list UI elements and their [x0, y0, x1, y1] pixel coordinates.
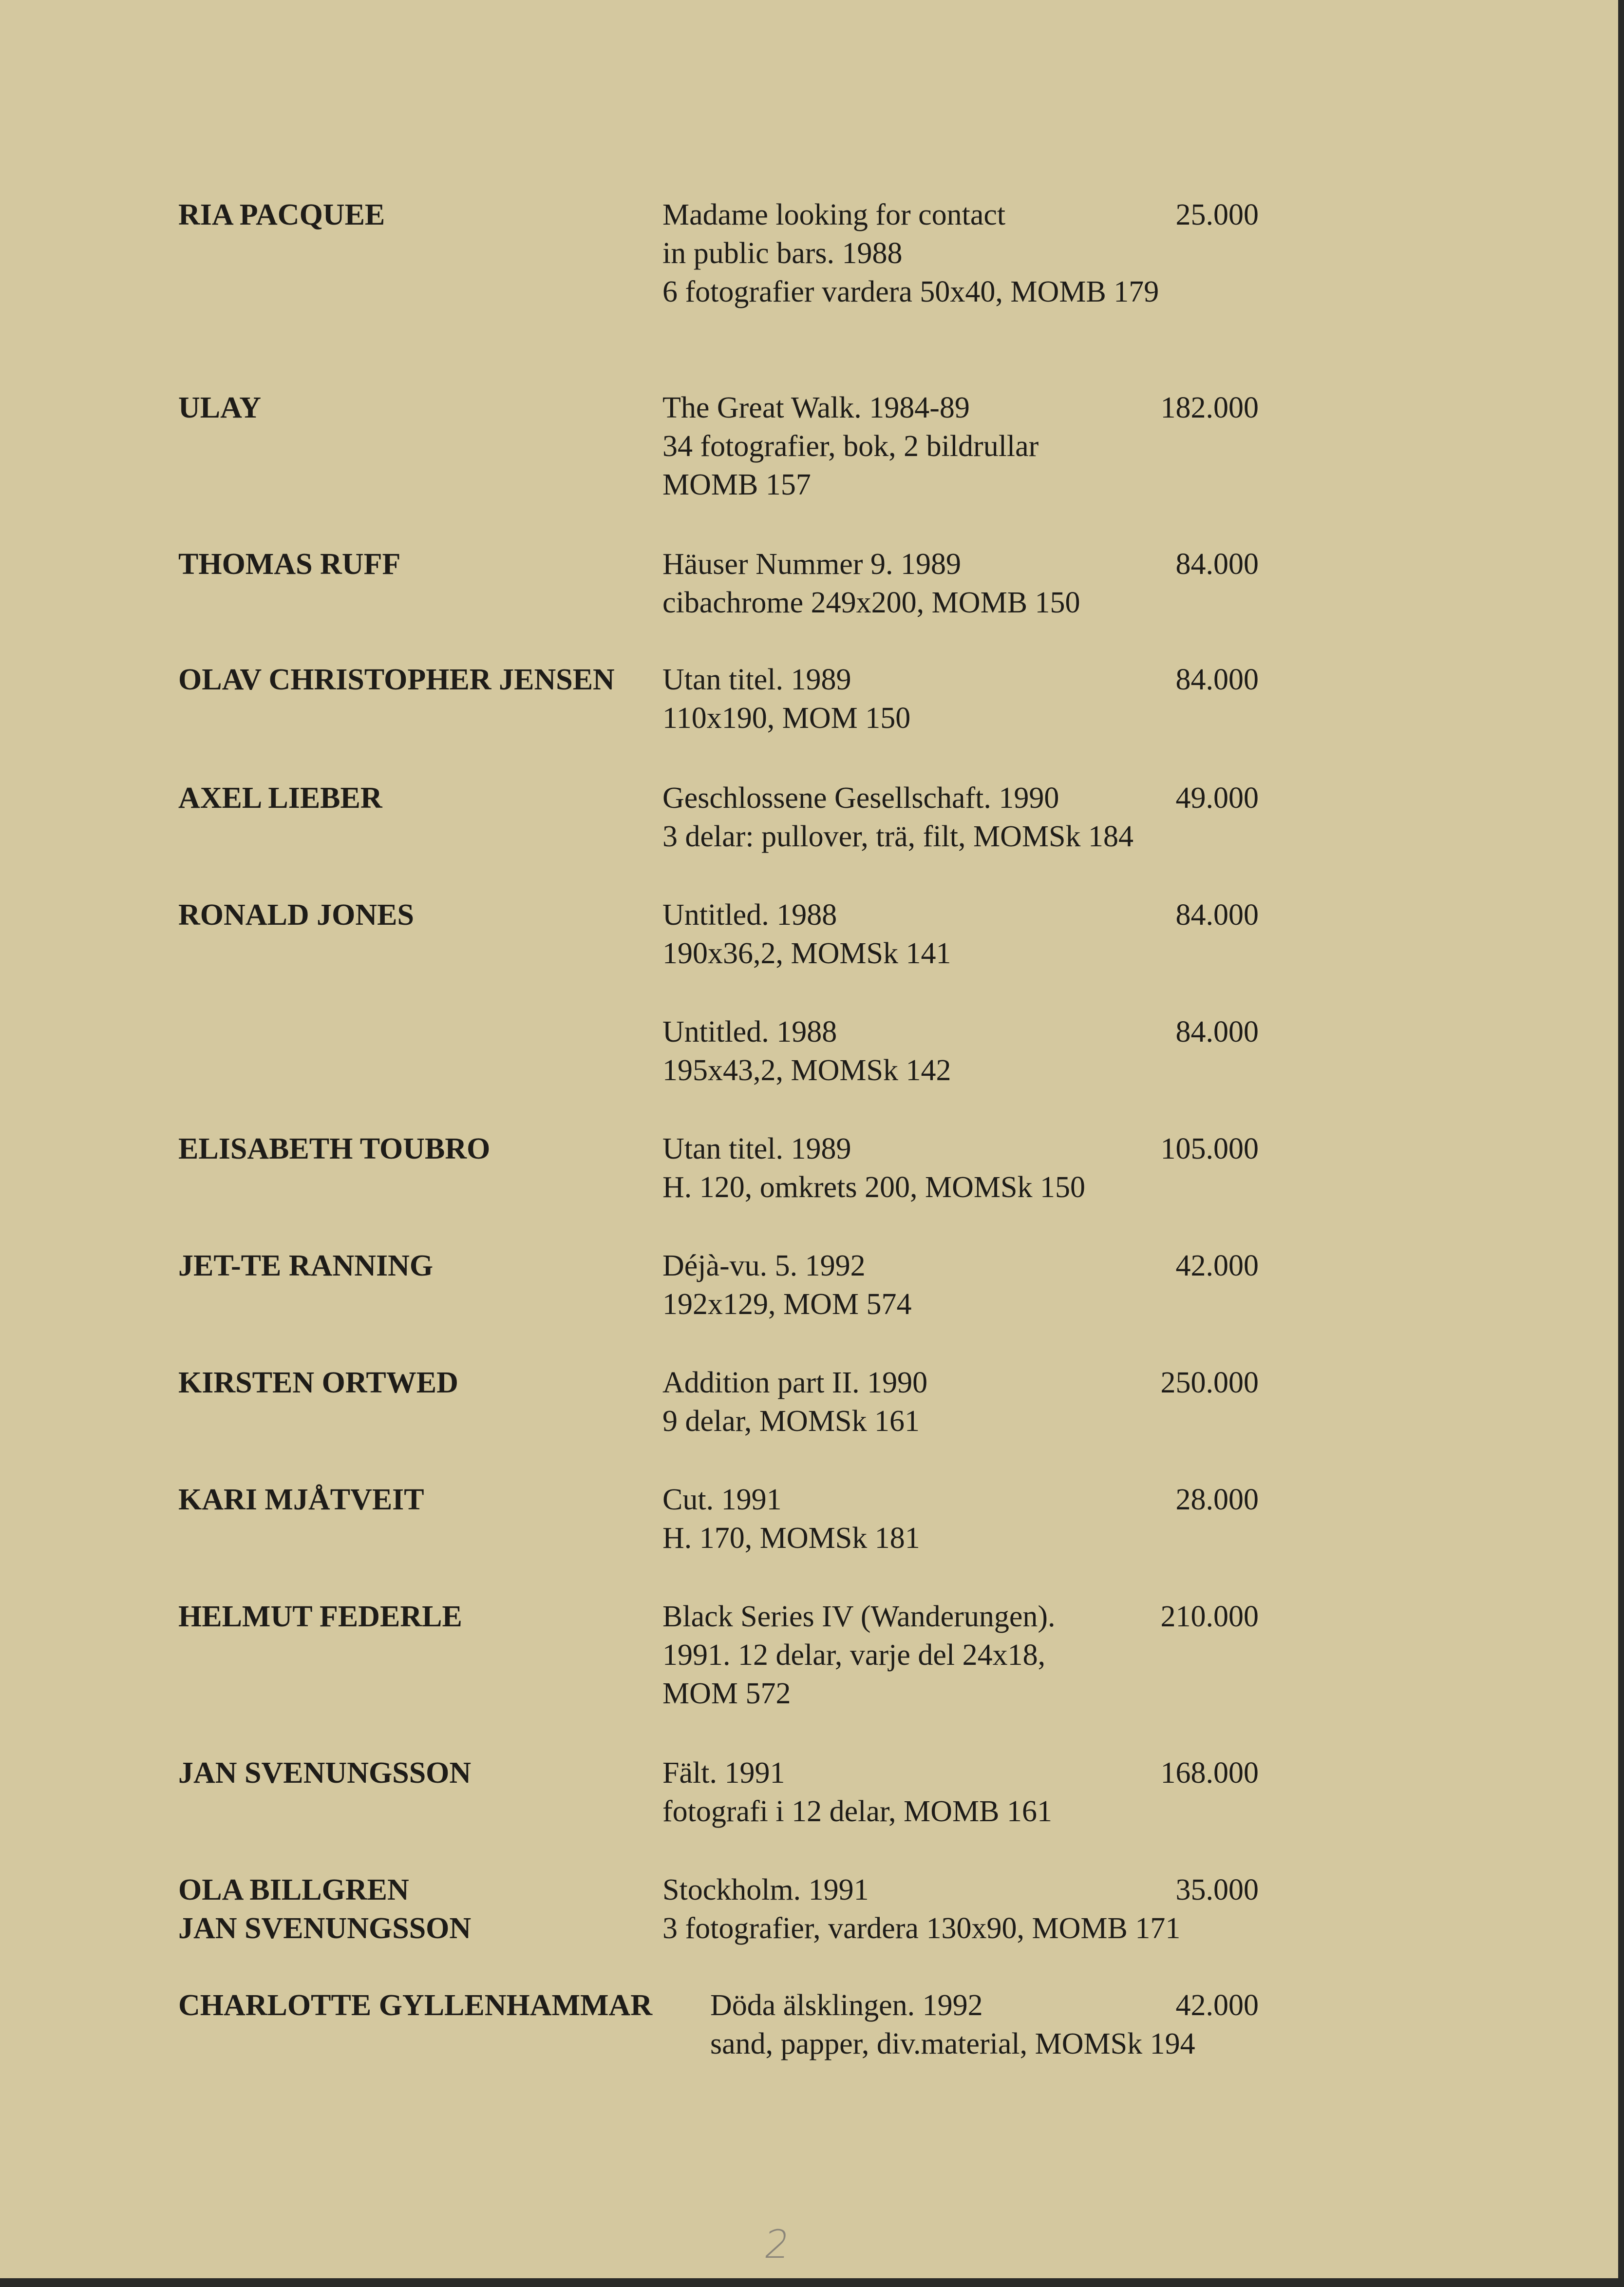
artist-name-line: HELMUT FEDERLE [178, 1600, 462, 1633]
description-line: H. 170, MOMSk 181 [662, 1522, 920, 1555]
artwork-description [662, 196, 1159, 311]
artist-name-line: JET-TE RANNING [178, 1249, 434, 1282]
artwork-description [662, 389, 1039, 504]
artist-name [178, 1364, 458, 1402]
artist-name-line: AXEL LIEBER [178, 781, 382, 815]
artist-name-line: THOMAS RUFF [178, 548, 401, 581]
price: 28.000 [1175, 1483, 1259, 1516]
description-line: Utan titel. 1989 [662, 663, 851, 696]
description-line: MOMB 157 [662, 468, 811, 501]
price: 42.000 [1175, 1249, 1259, 1282]
price: 84.000 [1175, 898, 1259, 932]
artist-name-line: ELISABETH TOUBRO [178, 1132, 491, 1165]
artist-name-line: OLAV CHRISTOPHER JENSEN [178, 663, 615, 696]
artist-name [178, 1247, 433, 1285]
artwork-description [662, 779, 1133, 856]
description-line: Black Series IV (Wanderungen). [662, 1600, 1056, 1633]
description-line: Addition part II. 1990 [662, 1366, 928, 1399]
artwork-description [662, 1247, 912, 1324]
description-line: cibachrome 249x200, MOMB 150 [662, 586, 1080, 619]
price: 84.000 [1175, 548, 1259, 581]
description-line: 190x36,2, MOMSk 141 [662, 937, 951, 970]
artist-name [178, 545, 400, 584]
description-line: 1991. 12 delar, varje del 24x18, [662, 1639, 1046, 1672]
artist-name [178, 1871, 471, 1948]
description-line: Cut. 1991 [662, 1483, 782, 1516]
description-line: Fält. 1991 [662, 1756, 785, 1790]
artist-name-line: JAN SVENUNGSSON [178, 1912, 472, 1945]
description-line: The Great Walk. 1984-89 [662, 391, 970, 424]
artist-name [178, 1986, 652, 2025]
description-line: H. 120, omkrets 200, MOMSk 150 [662, 1171, 1086, 1204]
description-line: 6 fotografier vardera 50x40, MOMB 179 [662, 275, 1159, 308]
price: 105.000 [1160, 1132, 1259, 1165]
artist-name [178, 1754, 471, 1792]
description-line: Untitled. 1988 [662, 1015, 837, 1048]
artist-name-line: KIRSTEN ORTWED [178, 1366, 458, 1399]
description-line: Stockholm. 1991 [662, 1873, 869, 1906]
description-line: 195x43,2, MOMSk 142 [662, 1054, 951, 1087]
description-line: 3 delar: pullover, trä, filt, MOMSk 184 [662, 820, 1133, 853]
artist-name [178, 1130, 490, 1168]
description-line: Utan titel. 1989 [662, 1132, 851, 1165]
artwork-description [662, 1754, 1052, 1831]
artwork-description [710, 1986, 1195, 2063]
artwork-description [662, 1364, 927, 1441]
artist-name-line: JAN SVENUNGSSON [178, 1756, 472, 1790]
artist-name-line: OLA BILLGREN [178, 1873, 409, 1906]
price: 84.000 [1175, 663, 1259, 696]
description-line: fotografi i 12 delar, MOMB 161 [662, 1795, 1052, 1828]
artwork-description [662, 1013, 951, 1090]
artist-name-line: ULAY [178, 391, 261, 424]
description-line: 192x129, MOM 574 [662, 1288, 912, 1321]
artist-name [178, 779, 382, 818]
artwork-description [662, 1481, 920, 1558]
artist-name-line: CHARLOTTE GYLLENHAMMAR [178, 1989, 653, 2022]
artwork-description [662, 896, 951, 973]
description-line: Döda älsklingen. 1992 [710, 1989, 983, 2022]
description-line: 34 fotografier, bok, 2 bildrullar [662, 430, 1039, 463]
description-line: Geschlossene Gesellschaft. 1990 [662, 781, 1059, 815]
artwork-description [662, 661, 910, 738]
artwork-description [662, 1130, 1085, 1207]
price: 35.000 [1175, 1873, 1259, 1906]
description-line: sand, papper, div.material, MOMSk 194 [710, 2027, 1195, 2060]
price: 182.000 [1160, 391, 1259, 424]
description-line: Häuser Nummer 9. 1989 [662, 548, 961, 581]
price: 250.000 [1160, 1366, 1259, 1399]
artist-name [178, 661, 615, 699]
artist-name [178, 389, 261, 427]
description-line: Madame looking for contact [662, 198, 1006, 231]
artist-name [178, 1481, 424, 1519]
artwork-description [662, 545, 1080, 622]
artist-name-line: RONALD JONES [178, 898, 415, 932]
description-line: Déjà-vu. 5. 1992 [662, 1249, 866, 1282]
artwork-description [662, 1598, 1055, 1713]
description-line: in public bars. 1988 [662, 237, 903, 270]
description-line: 110x190, MOM 150 [662, 702, 911, 735]
artist-name-line: KARI MJÅTVEIT [178, 1483, 424, 1516]
artist-name-line: RIA PACQUEE [178, 198, 385, 231]
artist-name [178, 896, 414, 934]
description-line: 3 fotografier, vardera 130x90, MOMB 171 [662, 1912, 1181, 1945]
price: 49.000 [1175, 781, 1259, 815]
price: 168.000 [1160, 1756, 1259, 1790]
artwork-description [662, 1871, 1180, 1948]
price: 42.000 [1175, 1989, 1259, 2022]
artist-name [178, 196, 385, 234]
artist-name [178, 1598, 462, 1636]
handwritten-page-number: 2 [761, 2222, 793, 2267]
price: 84.000 [1175, 1015, 1259, 1048]
price: 25.000 [1175, 198, 1259, 231]
description-line: Untitled. 1988 [662, 898, 837, 932]
description-line: 9 delar, MOMSk 161 [662, 1405, 920, 1438]
price: 210.000 [1160, 1600, 1259, 1633]
description-line: MOM 572 [662, 1677, 791, 1710]
